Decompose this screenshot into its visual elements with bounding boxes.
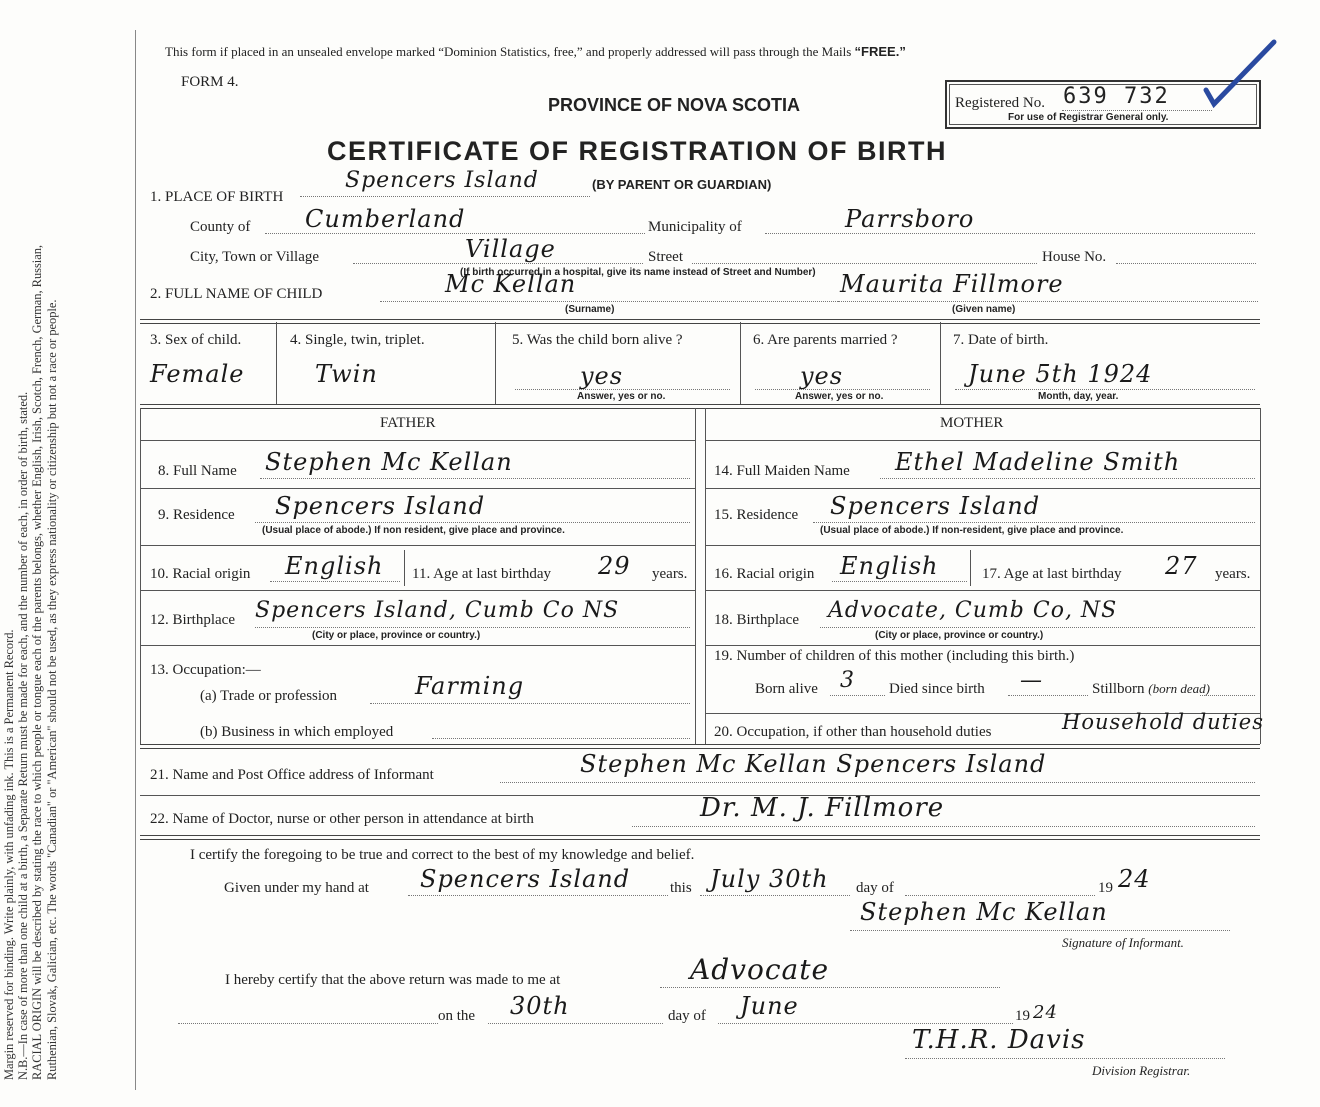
doctor-value: Dr. M. J. Fillmore: [700, 793, 945, 823]
father-name-value: Stephen Mc Kellan: [265, 448, 513, 476]
answer-caption-alive: Answer, yes or no.: [577, 391, 666, 402]
born-alive-value: 3: [840, 668, 855, 693]
father-name-label: 8. Full Name: [158, 463, 237, 479]
given-place-value: Spencers Island: [420, 865, 631, 893]
registrar-statement: I hereby certify that the above return was made to me at: [225, 972, 561, 988]
place-of-birth-value: Spencers Island: [345, 168, 539, 193]
row-rule: [140, 835, 1260, 840]
given-date-value: July 30th: [710, 865, 829, 893]
hospital-note: (If birth occurred in a hospital, give its name instead of Street and Number): [460, 267, 816, 278]
stillborn-label: Stillborn (born dead): [1092, 681, 1211, 697]
mother-occupation-label: 20. Occupation, if other than household duties: [714, 724, 992, 740]
father-residence-value: Spencers Island: [275, 492, 486, 520]
mother-heading: MOTHER: [940, 415, 1004, 431]
municipality-label: Municipality of: [648, 219, 742, 235]
father-age-value: 29: [598, 552, 631, 580]
father-birthplace-value: Spencers Island, Cumb Co NS: [255, 598, 620, 623]
father-residence-label: 9. Residence: [158, 507, 235, 523]
mother-residence-label: 15. Residence: [714, 507, 799, 523]
given-name-caption: (Given name): [952, 304, 1016, 315]
street-label: Street: [648, 249, 683, 265]
margin-note-2: N.B.—In case of more than one child at a birth, a Separate Return must be made for each, and the number of each, in order of birth, stated.: [16, 391, 31, 1080]
born-alive-answer: yes: [580, 362, 624, 390]
born-alive-question: 5. Was the child born alive ?: [512, 332, 683, 348]
father-city-caption: (City or place, province or country.): [312, 630, 481, 641]
plurality-label: 4. Single, twin, triplet.: [290, 332, 425, 348]
registrar-day-of-label: day of: [668, 1008, 706, 1024]
mother-occupation-value: Household duties: [1062, 710, 1265, 734]
child-surname-value: Mc Kellan: [445, 270, 577, 298]
mother-residence-value: Spencers Island: [830, 492, 1041, 520]
by-parent-note: (BY PARENT OR GUARDIAN): [592, 177, 772, 192]
municipality-value: Parrsboro: [845, 205, 975, 233]
margin-note-1: Margin reserved for binding. Write plainly, with unfading ink. This is a Permanent Record.: [2, 629, 16, 1080]
child-given-value: Maurita Fillmore: [840, 270, 1064, 298]
row-rule: [140, 319, 1260, 324]
father-racial-value: English: [285, 552, 384, 580]
registrar-signature: T.H.R. Davis: [912, 1025, 1086, 1055]
mail-notice: This form if placed in an unsealed envelope marked “Dominion Statistics, free,” and properly addressed will pass through the Mails “FREE.”: [165, 44, 906, 59]
father-trade-label: (a) Trade or profession: [200, 688, 338, 704]
plurality-value: Twin: [315, 360, 378, 388]
given-year-value: 24: [1118, 865, 1151, 893]
day-of-label: day of: [856, 880, 894, 896]
parents-married-question: 6. Are parents married ?: [753, 332, 898, 348]
sex-value: Female: [150, 360, 245, 388]
this-label: this: [670, 880, 692, 896]
given-year-prefix: 19: [1098, 880, 1113, 896]
dob-value: June 5th 1924: [968, 360, 1153, 388]
place-of-birth-label: 1. PLACE OF BIRTH: [150, 189, 284, 205]
dob-caption: Month, day, year.: [1038, 391, 1119, 402]
mother-racial-value: English: [840, 552, 939, 580]
mother-city-caption: (City or place, province or country.): [875, 630, 1044, 641]
row-rule: [140, 744, 1260, 749]
died-since-birth-value: —: [1020, 668, 1043, 693]
certify-statement: I certify the foregoing to be true and correct to the best of my knowledge and belief.: [190, 847, 695, 863]
registrar-note: For use of Registrar General only.: [1008, 112, 1169, 123]
on-the-label: on the: [438, 1008, 476, 1024]
mother-age-value: 27: [1165, 552, 1198, 580]
row-rule: [140, 404, 1260, 409]
born-alive-label: Born alive: [755, 681, 818, 697]
registrar-place-value: Advocate: [690, 953, 830, 986]
informant-signature: Stephen Mc Kellan: [860, 898, 1108, 926]
mother-birthplace-value: Advocate, Cumb Co, NS: [828, 598, 1118, 623]
mother-age-label: 17. Age at last birthday: [982, 566, 1122, 582]
father-heading: FATHER: [380, 415, 436, 431]
county-value: Cumberland: [305, 205, 466, 233]
informant-signature-caption: Signature of Informant.: [1062, 935, 1184, 950]
mother-years-label: years.: [1215, 566, 1251, 582]
check-mark-icon: [1200, 38, 1280, 110]
answer-caption-married: Answer, yes or no.: [795, 391, 884, 402]
mother-name-value: Ethel Madeline Smith: [895, 448, 1181, 476]
child-name-label: 2. FULL NAME OF CHILD: [150, 286, 323, 302]
doctor-label: 22. Name of Doctor, nurse or other person in attendance at birth: [150, 811, 534, 827]
registrar-month-value: June: [740, 992, 799, 1020]
registrar-day-value: 30th: [510, 992, 570, 1020]
father-occupation-label: 13. Occupation:—: [150, 662, 261, 678]
father-birthplace-label: 12. Birthplace: [150, 612, 235, 628]
city-value: Village: [465, 235, 556, 263]
page-title: CERTIFICATE OF REGISTRATION OF BIRTH: [327, 136, 947, 166]
sex-label: 3. Sex of child.: [150, 332, 242, 348]
father-age-label: 11. Age at last birthday: [412, 566, 551, 582]
registered-label: Registered No.: [955, 95, 1045, 111]
parents-married-answer: yes: [800, 362, 844, 390]
margin-instructions: [2, 20, 130, 1080]
mother-children-label: 19. Number of children of this mother (including this birth.): [714, 648, 1075, 664]
margin-note-3: RACIAL ORIGIN will be described by stating the race to which people or tongue each of the parents belongs, whether English, Irish, Scotch, French, German, Russian,: [30, 244, 45, 1080]
mother-racial-label: 16. Racial origin: [714, 566, 815, 582]
mother-name-label: 14. Full Maiden Name: [714, 463, 850, 479]
form-number: FORM 4.: [181, 74, 239, 90]
mother-abode-note: (Usual place of abode.) If non-resident, give place and province.: [820, 525, 1124, 536]
died-since-birth-label: Died since birth: [889, 681, 985, 697]
father-years-label: years.: [652, 566, 688, 582]
mother-birthplace-label: 18. Birthplace: [714, 612, 799, 628]
division-registrar-caption: Division Registrar.: [1092, 1063, 1191, 1078]
city-label: City, Town or Village: [190, 249, 320, 265]
father-trade-value: Farming: [415, 672, 525, 700]
informant-value: Stephen Mc Kellan Spencers Island: [580, 750, 1047, 778]
surname-caption: (Surname): [565, 304, 615, 315]
house-no-label: House No.: [1042, 249, 1107, 265]
registrar-year-value: 24: [1033, 1002, 1058, 1023]
father-abode-note: (Usual place of abode.) If non resident, give place and province.: [262, 525, 565, 536]
province-heading: PROVINCE OF NOVA SCOTIA: [548, 95, 801, 115]
dob-label: 7. Date of birth.: [953, 332, 1049, 348]
registered-number: 639 732: [1063, 84, 1170, 109]
margin-note-4: Ruthenian, Slovak, Galician, etc. The words "Canadian" or "American" should not be used, as they express nationality or citizenship but not a race or people.: [44, 299, 59, 1080]
margin-rule: [135, 30, 136, 1090]
informant-label: 21. Name and Post Office address of Informant: [150, 767, 434, 783]
county-label: County of: [190, 219, 251, 235]
father-business-label: (b) Business in which employed: [200, 724, 394, 740]
given-under-label: Given under my hand at: [224, 880, 369, 896]
registrar-year-prefix: 19: [1015, 1008, 1030, 1024]
father-racial-label: 10. Racial origin: [150, 566, 251, 582]
